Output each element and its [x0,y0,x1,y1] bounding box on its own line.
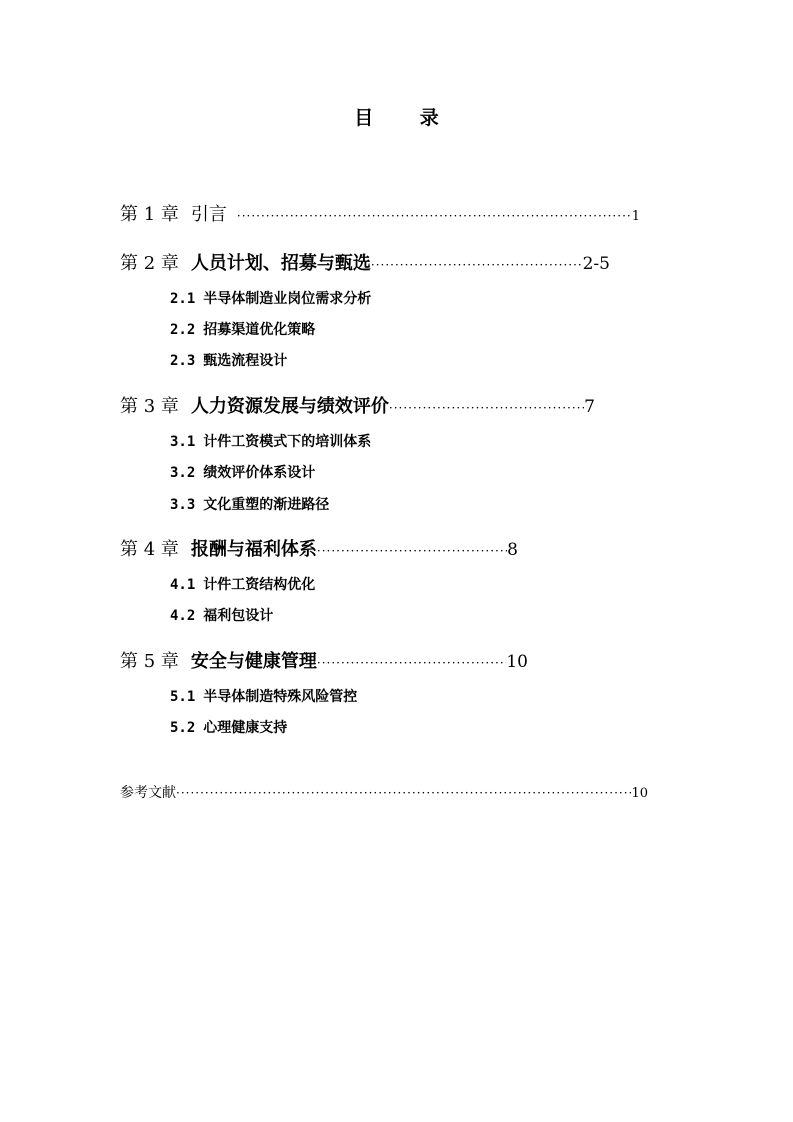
toc-entry-section-4-2[interactable] [170,605,273,625]
toc-entry-chapter-1[interactable] [120,200,640,226]
section-number: 3.1 [170,434,196,450]
section-title: 半导体制造业岗位需求分析 [203,291,372,307]
page-number: 8 [507,540,518,560]
leader-dots [389,402,584,414]
chapter-number: 第 3 章 [120,396,179,417]
toc-entry-references[interactable] [120,782,648,802]
chapter-title: 人力资源发展与绩效评价 [190,396,389,417]
leader-dots [237,210,632,222]
toc-entry-chapter-2[interactable] [120,249,610,275]
toc-entry-section-2-2[interactable] [170,319,315,339]
toc-entry-section-4-1[interactable] [170,574,315,594]
references-title: 参考文献 [120,785,176,801]
toc-entry-section-5-2[interactable] [170,717,287,737]
chapter-title: 人员计划、招募与甄选 [190,253,371,274]
section-title: 计件工资结构优化 [203,577,316,593]
section-number: 2.1 [170,291,196,307]
section-number: 5.1 [170,689,196,705]
chapter-number: 第 5 章 [120,651,179,672]
section-title: 福利包设计 [203,608,274,624]
section-number: 2.2 [170,322,196,338]
leader-dots [371,259,583,271]
toc-entry-section-2-3[interactable] [170,350,287,370]
toc-entry-section-5-1[interactable] [170,686,357,706]
section-number: 3.3 [170,497,196,513]
section-title: 招募渠道优化策略 [203,322,316,338]
section-title: 半导体制造特殊风险管控 [203,689,358,705]
leader-dots [317,545,507,557]
leader-dots [176,787,631,799]
section-title: 绩效评价体系设计 [203,465,316,481]
chapter-title: 报酬与福利体系 [190,539,317,560]
page-number: 1 [631,209,640,224]
toc-entry-chapter-4[interactable] [120,535,518,561]
toc-entry-section-2-1[interactable] [170,288,371,308]
chapter-title: 安全与健康管理 [190,651,317,672]
section-number: 5.2 [170,720,196,736]
toc-entry-chapter-3[interactable] [120,392,595,418]
page-number: 10 [506,652,528,672]
page-number: 10 [631,786,648,801]
section-title: 计件工资模式下的培训体系 [203,434,372,450]
section-title: 心理健康支持 [203,720,288,736]
toc-entry-section-3-3[interactable] [170,494,329,514]
leader-dots [317,657,506,669]
section-number: 3.2 [170,465,196,481]
toc-entry-section-3-1[interactable] [170,431,371,451]
chapter-number: 第 2 章 [120,253,179,274]
section-title: 甄选流程设计 [203,353,288,369]
page-number: 7 [584,397,595,417]
toc-entry-section-3-2[interactable] [170,462,315,482]
toc-title: 目 录 [354,107,459,129]
section-title: 文化重塑的渐进路径 [203,497,330,513]
chapter-title: 引言 [190,204,227,225]
toc-entry-chapter-5[interactable] [120,647,528,673]
section-number: 4.1 [170,577,196,593]
chapter-number: 第 1 章 [120,204,179,225]
page-number: 2-5 [582,254,610,274]
chapter-number: 第 4 章 [120,539,179,560]
section-number: 4.2 [170,608,196,624]
section-number: 2.3 [170,353,196,369]
